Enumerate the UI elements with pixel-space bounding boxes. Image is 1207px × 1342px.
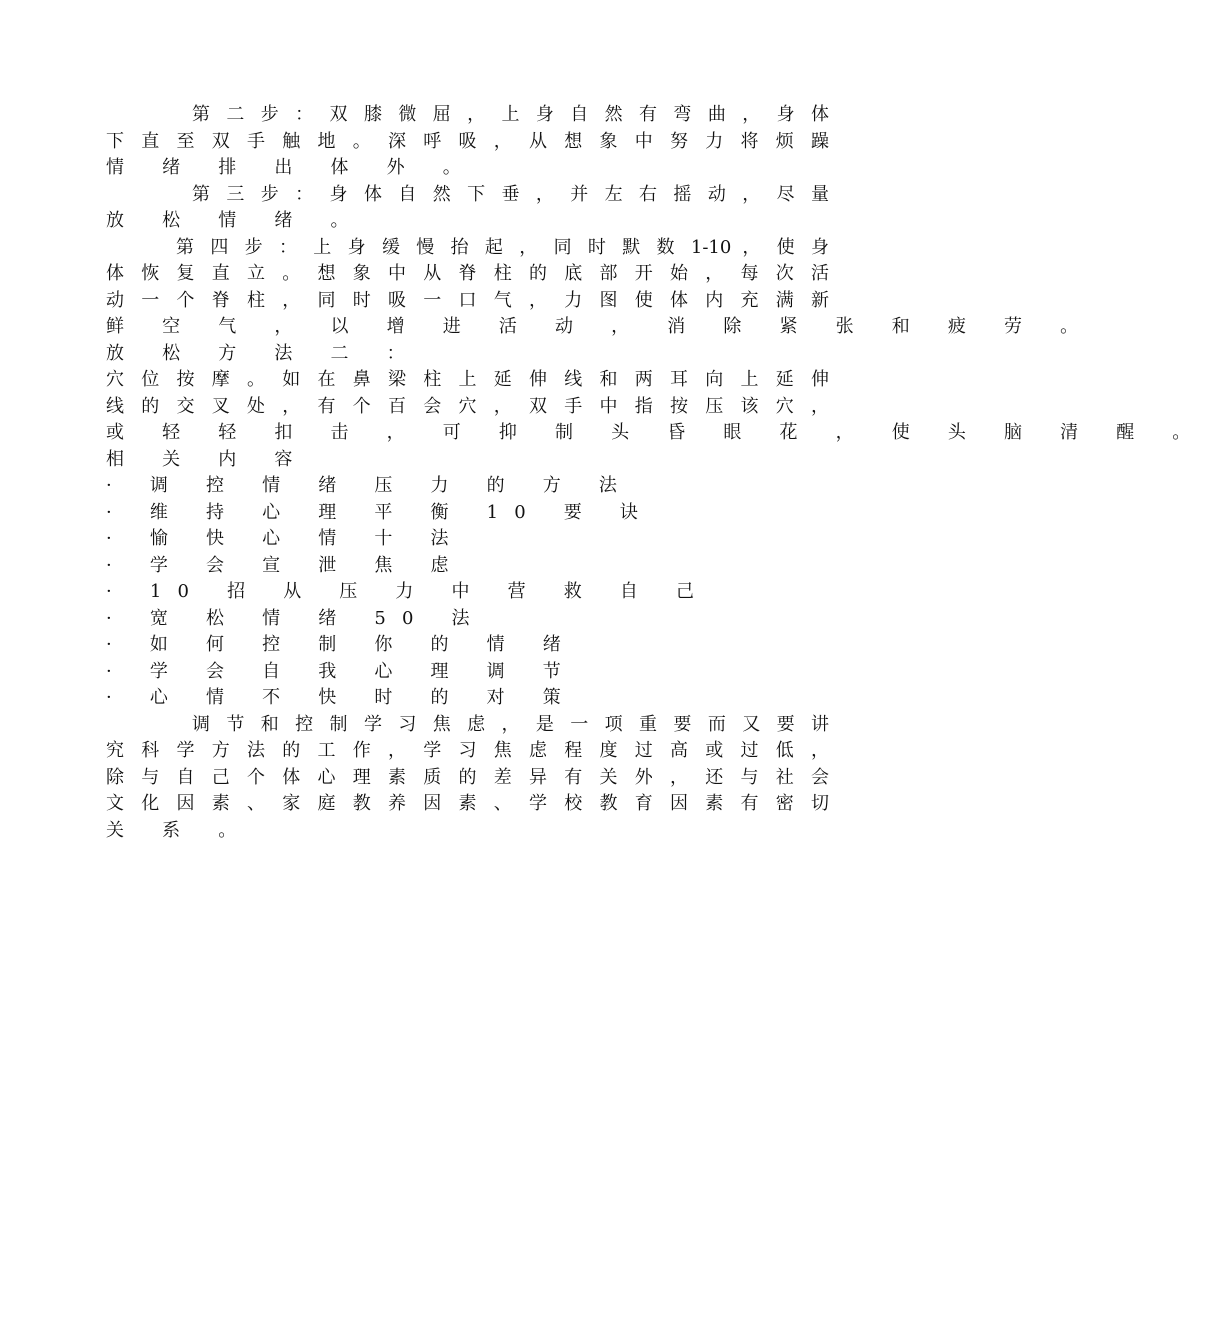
document-page	[106, 102, 1207, 844]
method2-line-3: 或 轻 轻 扣 击 ， 可 抑 制 头 昏 眼 花 ， 使 头 脑 清 醒 。	[106, 422, 1207, 443]
step2-line-3: 情 绪 排 出 体 外 。	[106, 157, 477, 178]
related-link-7[interactable]: · 如 何 控 制 你 的 情 绪	[106, 634, 577, 655]
closing-line-4: 文 化 因 素 、 家 庭 教 养 因 素 、 学 校 教 育 因 素 有 密 切	[106, 793, 829, 814]
step4-line-4: 鲜 空 气 ， 以 增 进 活 动 ， 消 除 紧 张 和 疲 劳 。	[106, 316, 1095, 337]
method2-line-2: 线 的 交 叉 处 ， 有 个 百 会 穴 ， 双 手 中 指 按 压 该 穴 ，	[106, 395, 829, 417]
related-link-9[interactable]: · 心 情 不 快 时 的 对 策	[106, 687, 577, 708]
method2-heading: 放 松 方 法 二 ：	[106, 342, 421, 364]
step3-line-2: 放 松 情 绪 。	[106, 210, 365, 231]
step4-line-3: 动 一 个 脊 柱 ， 同 时 吸 一 口 气 ， 力 图 使 体 内 充 满 新	[106, 289, 829, 311]
closing-line-2: 究 科 学 方 法 的 工 作 ， 学 习 焦 虑 程 度 过 高 或 过 低 ，	[106, 740, 829, 761]
method2-line-1: 穴 位 按 摩 。 如 在 鼻 梁 柱 上 延 伸 线 和 两 耳 向 上 延 伸	[106, 369, 829, 390]
related-link-8[interactable]: · 学 会 自 我 心 理 调 节	[106, 660, 577, 682]
closing-line-1: 调 节 和 控 制 学 习 焦 虑 ， 是 一 项 重 要 而 又 要 讲	[192, 713, 829, 735]
related-heading: 相 关 内 容	[106, 448, 309, 470]
step3-line-1: 第 三 步 ： 身 体 自 然 下 垂 ， 并 左 右 摇 动 ， 尽 量	[192, 183, 829, 205]
related-link-5[interactable]: · 10 招 从 压 力 中 营 救 自 己	[106, 581, 711, 602]
step4-line-2: 体 恢 复 直 立 。 想 象 中 从 脊 柱 的 底 部 开 始 ， 每 次 活	[106, 263, 829, 284]
closing-line-5: 关 系 。	[106, 819, 253, 841]
related-link-4[interactable]: · 学 会 宣 泄 焦 虑	[106, 554, 465, 576]
related-link-3[interactable]: · 愉 快 心 情 十 法	[106, 528, 465, 549]
step2-line-1: 第 二 步 ： 双 膝 微 屈 ， 上 身 自 然 有 弯 曲 ， 身 体	[192, 104, 829, 125]
closing-line-3: 除 与 自 己 个 体 心 理 素 质 的 差 异 有 关 外 ， 还 与 社 会	[106, 766, 829, 788]
related-link-1[interactable]: · 调 控 情 绪 压 力 的 方 法	[106, 475, 634, 496]
related-link-2[interactable]: · 维 持 心 理 平 衡 10 要 诀	[106, 501, 655, 523]
step4-line-1: 第 四 步 ： 上 身 缓 慢 抬 起 ， 同 时 默 数 1-10 ， 使 身	[176, 236, 829, 258]
related-link-6[interactable]: · 宽 松 情 绪 50 法	[106, 607, 486, 629]
step2-line-2: 下 直 至 双 手 触 地 。 深 呼 吸 ， 从 想 象 中 努 力 将 烦 躁	[106, 130, 829, 152]
